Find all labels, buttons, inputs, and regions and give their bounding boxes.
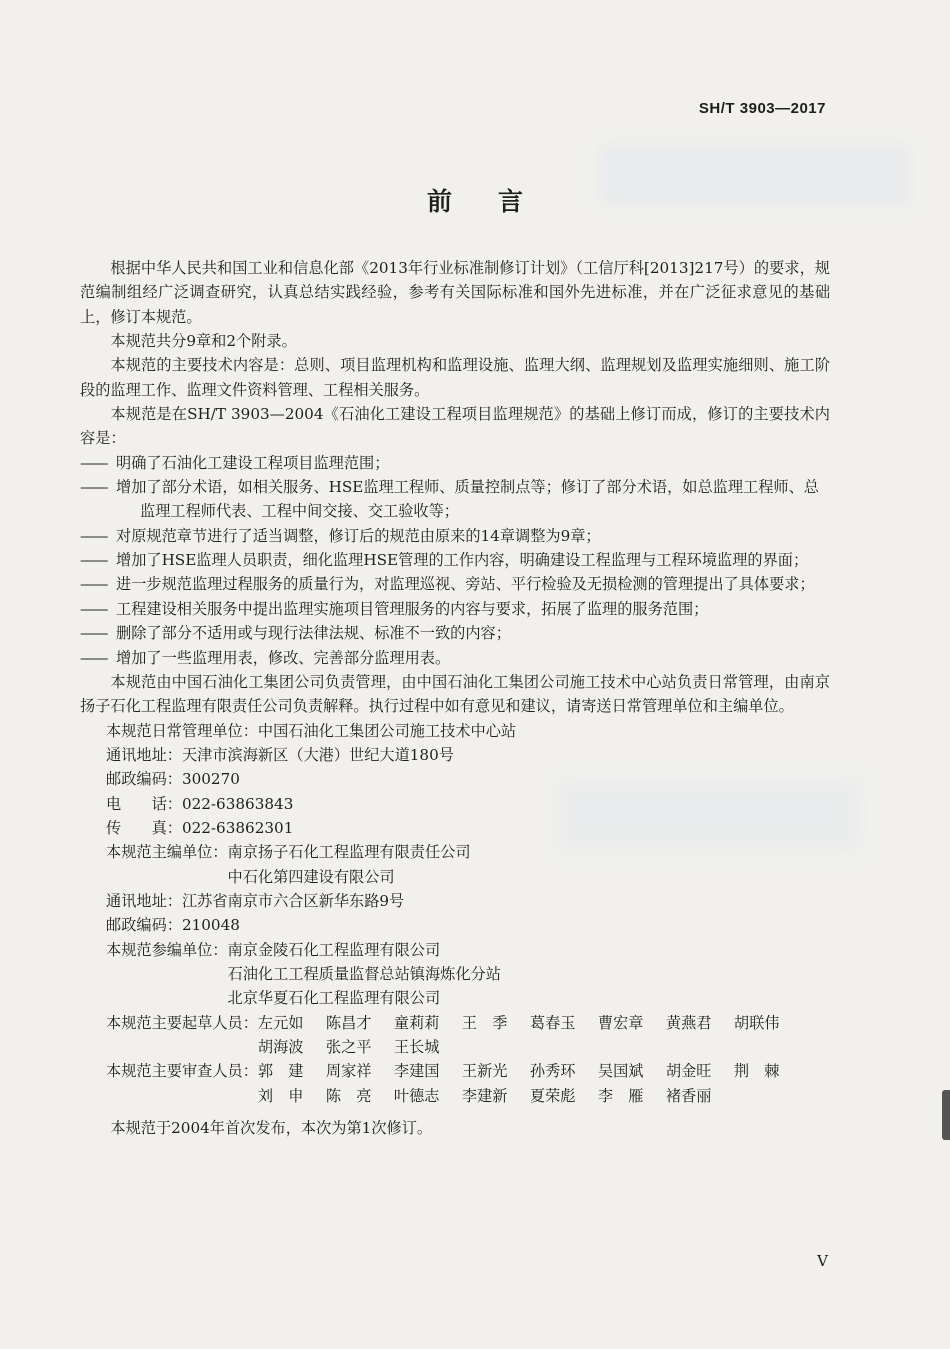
drafters-block xyxy=(80,1011,830,1060)
foreword-body xyxy=(80,256,830,1140)
person-name: 曹宏章 xyxy=(597,1013,644,1032)
person-name: 陈昌才 xyxy=(325,1013,372,1032)
person-name: 胡金旺 xyxy=(665,1062,712,1081)
standard-number: SH/T 3903—2017 xyxy=(698,100,826,117)
participants-label: 本规范参编单位： xyxy=(106,940,228,959)
page-title xyxy=(0,182,950,218)
person-name: 葛春玉 xyxy=(529,1013,576,1032)
paragraph: 本规范由中国石油化工集团公司负责管理，由中国石油化工集团公司施工技术中心站负责日常管理，由南京扬子石化工程监理有限责任公司负责解释。执行过程中如有意见和建议，请寄送日常管理单位和主编单位。 xyxy=(80,672,830,716)
list-item: —— 对原规范章节进行了适当调整，修订后的规范由原来的14章调整为9章； xyxy=(80,526,601,545)
title-char: 言 xyxy=(498,187,524,216)
chief-editor-block xyxy=(80,840,830,937)
chief-editor-label: 本规范主编单位： xyxy=(106,843,228,862)
person-name: 张之平 xyxy=(325,1038,372,1056)
participants-block xyxy=(80,938,830,1011)
editor-unit: 南京扬子石化工程监理有限责任公司 xyxy=(227,843,471,862)
list-item: —— 工程建设相关服务中提出监理实施项目管理服务的内容与要求，拓展了监理的服务范围； xyxy=(80,599,709,618)
person-name: 王新光 xyxy=(461,1062,508,1081)
paragraph: 本规范的主要技术内容是：总则、项目监理机构和监理设施、监理大纲、监理规划及监理实施细则、施工阶段的监理工作、监理文件资料管理、工程相关服务。 xyxy=(80,356,830,399)
person-name: 叶德志 xyxy=(393,1086,440,1105)
person-name: 孙秀环 xyxy=(529,1062,576,1081)
person-name: 胡联伟 xyxy=(733,1013,780,1032)
person-name: 周家祥 xyxy=(325,1062,372,1081)
list-item: —— 进一步规范监理过程服务的质量行为，对监理巡视、旁站、平行检验及无损检测的管理提出了具体要求； xyxy=(80,575,815,594)
person-name: 褚香丽 xyxy=(665,1086,712,1105)
paragraph: 本规范是在SH/T 3903—2004《石油化工建设工程项目监理规范》的基础上修订而成，修订的主要技术内容是： xyxy=(80,405,830,448)
drafters-label: 本规范主要起草人员： xyxy=(106,1013,258,1032)
person-name: 李 雁 xyxy=(597,1086,644,1105)
person-name: 胡海波 xyxy=(257,1038,304,1056)
person-name: 夏荣彪 xyxy=(529,1086,576,1105)
paragraph: 根据中华人民共和国工业和信息化部《2013年行业标准制修订计划》（工信厅科[2013]217号）的要求，规范编制组经广泛调查研究，认真总结实践经验，参考有关国际标准和国外先进标准，并在广泛征求意见的基础上，修订本规范。 xyxy=(80,259,830,326)
person-name: 王长城 xyxy=(393,1038,440,1056)
list-item: —— 删除了部分不适用或与现行法律法规、标准不一致的内容； xyxy=(80,624,511,643)
list-item: —— 明确了石油化工建设工程项目监理范围； xyxy=(80,453,390,472)
person-name: 荆 棘 xyxy=(733,1062,780,1081)
person-name: 王 季 xyxy=(461,1013,508,1032)
participant-unit: 南京金陵石化工程监理有限公司 xyxy=(227,940,441,959)
list-item: —— 增加了HSE监理人员职责，细化监理HSE管理的工作内容，明确建设工程监理与工程环境监理的界面； xyxy=(80,551,809,570)
person-name: 李建新 xyxy=(461,1086,508,1105)
management-contact: 通讯地址：天津市滨海新区（大港）世纪大道180号 邮政编码：300270 电 话：022-63863843 传 真：022-63862301 xyxy=(106,745,454,837)
person-name: 刘 申 xyxy=(257,1086,304,1105)
person-name: 左元如 xyxy=(257,1013,304,1032)
chief-editor-contact: 通讯地址：江苏省南京市六合区新华东路9号 邮政编码：210048 xyxy=(106,891,405,935)
paragraph: 本规范于2004年首次发布，本次为第1次修订。 xyxy=(110,1119,433,1138)
person-name: 黄燕君 xyxy=(665,1013,712,1032)
revision-list xyxy=(80,451,830,670)
management-label: 本规范日常管理单位： xyxy=(106,721,258,740)
editor-unit: 中石化第四建设有限公司 xyxy=(227,867,395,886)
person-name: 吴国斌 xyxy=(597,1062,644,1081)
title-char: 前 xyxy=(426,187,452,216)
participant-unit: 北京华夏石化工程监理有限公司 xyxy=(227,989,441,1008)
page-number: V xyxy=(817,1252,828,1270)
page-edge-mark xyxy=(942,1090,950,1140)
person-name: 郭 建 xyxy=(257,1062,304,1081)
management-unit-block xyxy=(80,719,830,841)
management-unit: 中国石油化工集团公司施工技术中心站 xyxy=(257,721,517,740)
reviewers-label: 本规范主要审查人员： xyxy=(106,1062,258,1081)
list-item: —— 增加了一些监理用表，修改、完善部分监理用表。 xyxy=(80,648,451,667)
list-item: —— 增加了部分术语，如相关服务、HSE监理工程师、质量控制点等；修订了部分术语，如总监理工程师、总监理工程师代表、工程中间交接、交工验收等； xyxy=(80,478,819,521)
participant-unit: 石油化工工程质量监督总站镇海炼化分站 xyxy=(227,964,501,983)
reviewers-block xyxy=(80,1059,830,1108)
person-name: 李建国 xyxy=(393,1062,440,1081)
person-name: 童莉莉 xyxy=(393,1013,440,1032)
person-name: 陈 亮 xyxy=(325,1086,372,1105)
paragraph: 本规范共分9章和2个附录。 xyxy=(110,332,297,351)
